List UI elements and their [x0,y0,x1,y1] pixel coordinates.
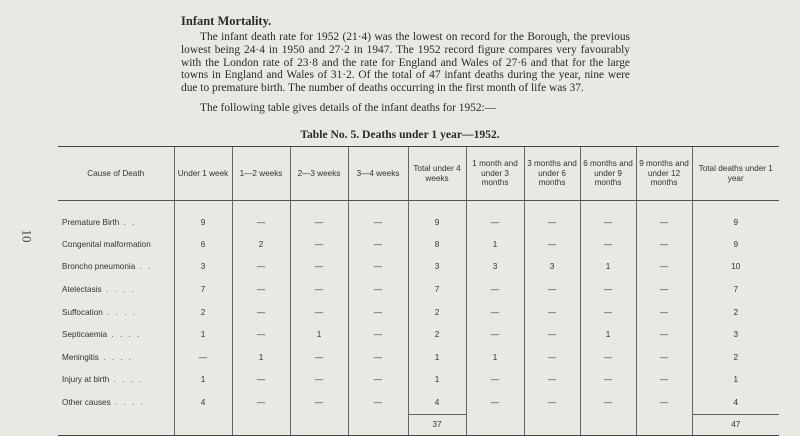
value-cell: — [232,391,290,414]
value-cell: — [524,391,580,414]
value-cell: — [524,369,580,392]
table-title: Table No. 5. Deaths under 1 year—1952. [300,128,500,141]
dot-leader: . . . . [98,352,134,362]
section-heading: Infant Mortality. [181,14,272,28]
cause-label: Septicaemia [62,330,108,340]
value-cell: 1 [408,369,466,392]
value-cell: — [232,323,290,346]
section-paragraph: The infant death rate for 1952 (21·4) was the lowest on record for the Borough, the previous lowest being 24·4 in 1950 and 27·2 in 1947. The 1952 record figure compares very favourably with the London rate of 23·8 and the rate for England and Wales of 27·6 and that for the large towns in England and Wales of 31·2. Of the total of 47 infant deaths during the year, nine were due to premature birth. The number of deaths occurring in the first month of life was 37. [181,31,630,95]
value-cell: 2 [692,346,779,369]
cause-cell [58,233,174,256]
empty-cell [290,414,348,435]
value-cell: — [290,301,348,324]
page-number: 10 [19,229,35,243]
value-cell: 2 [408,323,466,346]
value-cell: — [232,369,290,392]
value-cell: 1 [466,346,524,369]
empty-cell [232,414,290,435]
value-cell: — [348,233,408,256]
value-cell: 1 [232,346,290,369]
value-cell: — [348,301,408,324]
value-cell: 4 [408,391,466,414]
value-cell: — [232,256,290,279]
column-header: 3 months and under 6 months [524,147,580,201]
empty-cell [524,414,580,435]
value-cell: — [290,278,348,301]
value-cell: — [636,369,692,392]
column-header: 1—2 weeks [232,147,290,201]
value-cell: — [636,233,692,256]
column-header: 2—3 weeks [290,147,348,201]
value-cell: 3 [692,323,779,346]
value-cell: 1 [408,346,466,369]
table-row [58,256,779,279]
value-cell: 1 [692,369,779,392]
value-cell: 10 [692,256,779,279]
value-cell: 2 [232,233,290,256]
value-cell: — [174,346,232,369]
value-cell: — [636,278,692,301]
value-cell: 1 [174,369,232,392]
value-cell: — [580,278,636,301]
value-cell: — [580,233,636,256]
cause-label: Other causes [62,398,111,408]
value-cell: — [580,301,636,324]
cause-cell [58,201,174,234]
cause-cell [58,323,174,346]
value-cell: — [348,256,408,279]
value-cell: 1 [580,323,636,346]
dot-leader: . . . . [102,307,138,317]
value-cell: — [466,391,524,414]
value-cell: — [232,301,290,324]
value-cell: — [348,323,408,346]
value-cell: 1 [290,323,348,346]
value-cell: — [580,369,636,392]
column-header: 1 month and under 3 months [466,147,524,201]
value-cell: 7 [408,278,466,301]
cause-cell [58,301,174,324]
cause-label: Atelectasis [62,284,102,294]
value-cell: — [466,201,524,234]
value-cell: 4 [174,391,232,414]
dot-leader: . . [119,217,137,227]
column-header: Total under 4 weeks [408,147,466,201]
value-cell: — [636,346,692,369]
table-row [58,201,779,234]
cause-cell [58,256,174,279]
cause-label: Premature Birth [62,217,120,227]
dot-leader: . . . . [107,330,142,340]
total-under-4-weeks: 37 [408,414,466,435]
value-cell: — [466,278,524,301]
value-cell: 9 [692,233,779,256]
value-cell: 1 [580,256,636,279]
column-header: 6 months and under 9 months [580,147,636,201]
value-cell: — [290,346,348,369]
column-header: 3—4 weeks [348,147,408,201]
cause-cell [58,346,174,369]
value-cell: — [524,201,580,234]
value-cell: — [466,369,524,392]
value-cell: — [290,233,348,256]
cause-label: Congenital malformation [62,239,151,249]
value-cell: — [348,201,408,234]
value-cell: — [290,201,348,234]
table-row [58,369,779,392]
value-cell: — [524,323,580,346]
empty-cell [636,414,692,435]
value-cell: 3 [466,256,524,279]
value-cell: 9 [408,201,466,234]
value-cell: 3 [174,256,232,279]
value-cell: 2 [408,301,466,324]
cause-label: Broncho pneumonia [62,262,136,272]
dot-leader: . . [135,262,153,272]
cause-label: Injury at birth [62,375,110,385]
column-header: Total deaths under 1 year [692,147,779,201]
value-cell: — [580,201,636,234]
table-row [58,278,779,301]
dot-leader: . . . . [109,375,144,385]
value-cell: — [232,278,290,301]
value-cell: — [290,369,348,392]
cause-label: Suffocation [62,307,103,317]
value-cell: — [348,391,408,414]
table-row [58,233,779,256]
value-cell: — [348,278,408,301]
cause-cell [58,278,174,301]
deaths-table [58,146,779,436]
value-cell: 2 [692,301,779,324]
empty-cell [348,414,408,435]
value-cell: — [636,201,692,234]
cause-cell [58,391,174,414]
value-cell: — [580,346,636,369]
cause-cell [58,369,174,392]
value-cell: — [524,346,580,369]
value-cell: — [232,201,290,234]
dot-leader: . . . . [101,284,136,294]
value-cell: — [524,301,580,324]
table-row [58,301,779,324]
value-cell: — [466,301,524,324]
column-header: Cause of Death [58,147,174,201]
empty-cell [174,414,232,435]
value-cell: — [524,278,580,301]
value-cell: 8 [408,233,466,256]
table-header-row [58,147,779,201]
value-cell: 3 [408,256,466,279]
value-cell: — [524,233,580,256]
table-row [58,323,779,346]
value-cell: 7 [174,278,232,301]
totals-row [58,414,779,435]
table-body [58,201,779,436]
column-header: 9 months and under 12 months [636,147,692,201]
value-cell: 6 [174,233,232,256]
value-cell: — [290,256,348,279]
empty-cell [466,414,524,435]
dot-leader: . . . . [110,398,145,408]
cause-label: Meningitis [62,352,99,362]
value-cell: 4 [692,391,779,414]
table-lead-in: The following table gives details of the infant deaths for 1952:— [200,101,497,114]
value-cell: — [466,323,524,346]
value-cell: 3 [524,256,580,279]
value-cell: — [290,391,348,414]
deaths-under-1-year-table [58,146,779,436]
value-cell: — [636,391,692,414]
value-cell: 1 [466,233,524,256]
column-header: Under 1 week [174,147,232,201]
table-row [58,391,779,414]
table-row [58,346,779,369]
value-cell: 1 [174,323,232,346]
empty-cell [58,414,174,435]
total-under-1-year: 47 [692,414,779,435]
value-cell: 2 [174,301,232,324]
value-cell: 9 [692,201,779,234]
value-cell: — [636,256,692,279]
infant-mortality-section [181,14,630,115]
value-cell: — [580,391,636,414]
value-cell: — [348,369,408,392]
value-cell: — [636,301,692,324]
value-cell: — [348,346,408,369]
value-cell: 9 [174,201,232,234]
value-cell: — [636,323,692,346]
empty-cell [580,414,636,435]
value-cell: 7 [692,278,779,301]
